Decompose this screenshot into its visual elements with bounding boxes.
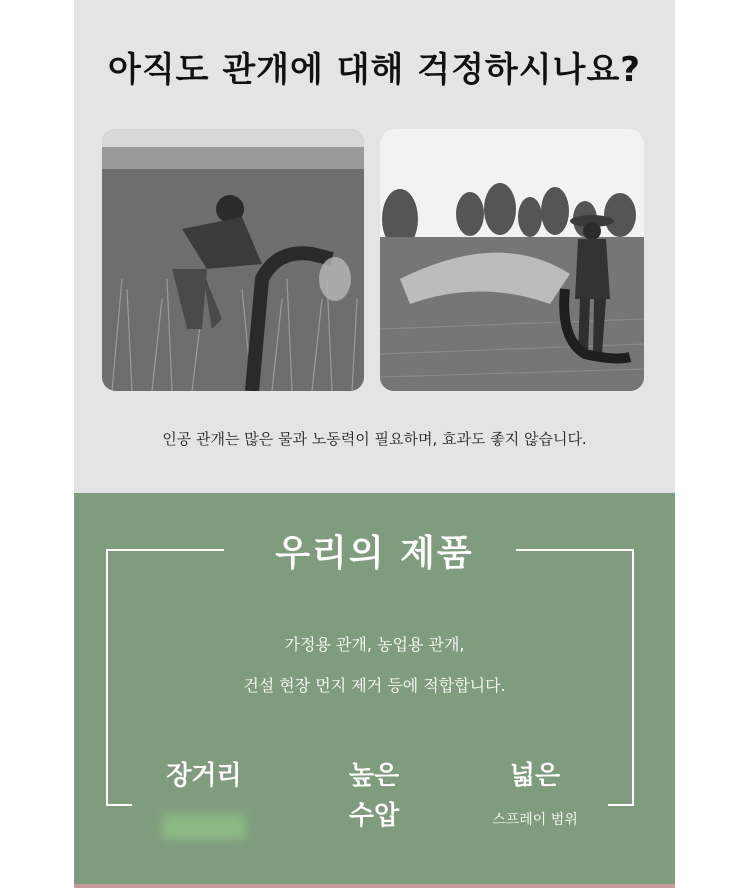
frame-bottom-right-tick	[608, 804, 634, 806]
product-section	[74, 493, 675, 888]
feature-long-distance	[156, 758, 252, 794]
bottom-accent-strip	[74, 884, 675, 888]
product-description-line-1: 가정용 관개, 농업용 관개,	[284, 635, 465, 654]
feature-wide-spray-title: 넓은	[509, 761, 561, 791]
feature-long-distance-subtitle-blurred	[162, 815, 246, 839]
problem-section	[74, 0, 675, 493]
feature-wide-spray	[470, 758, 600, 838]
problem-caption: 인공 관개는 많은 물과 노동력이 필요하며, 효과도 좋지 않습니다.	[162, 430, 587, 448]
feature-wide-spray-subtitle: 스프레이 범위	[492, 812, 578, 828]
feature-high-pressure	[324, 758, 424, 834]
farmer-hose-photo	[102, 129, 364, 391]
sprinkler-field-photo	[380, 129, 644, 391]
feature-high-pressure-title-line2: 수압	[348, 801, 400, 831]
product-description-line-2: 건설 현장 먼지 제거 등에 적합합니다.	[243, 676, 506, 695]
problem-headline: 아직도 관개에 대해 걱정하시나요?	[107, 50, 642, 90]
frame-bottom-left-tick	[106, 804, 132, 806]
feature-long-distance-title: 장거리	[166, 761, 242, 791]
product-title: 우리의 제품	[275, 533, 474, 574]
feature-high-pressure-title-line1: 높은	[348, 761, 400, 791]
